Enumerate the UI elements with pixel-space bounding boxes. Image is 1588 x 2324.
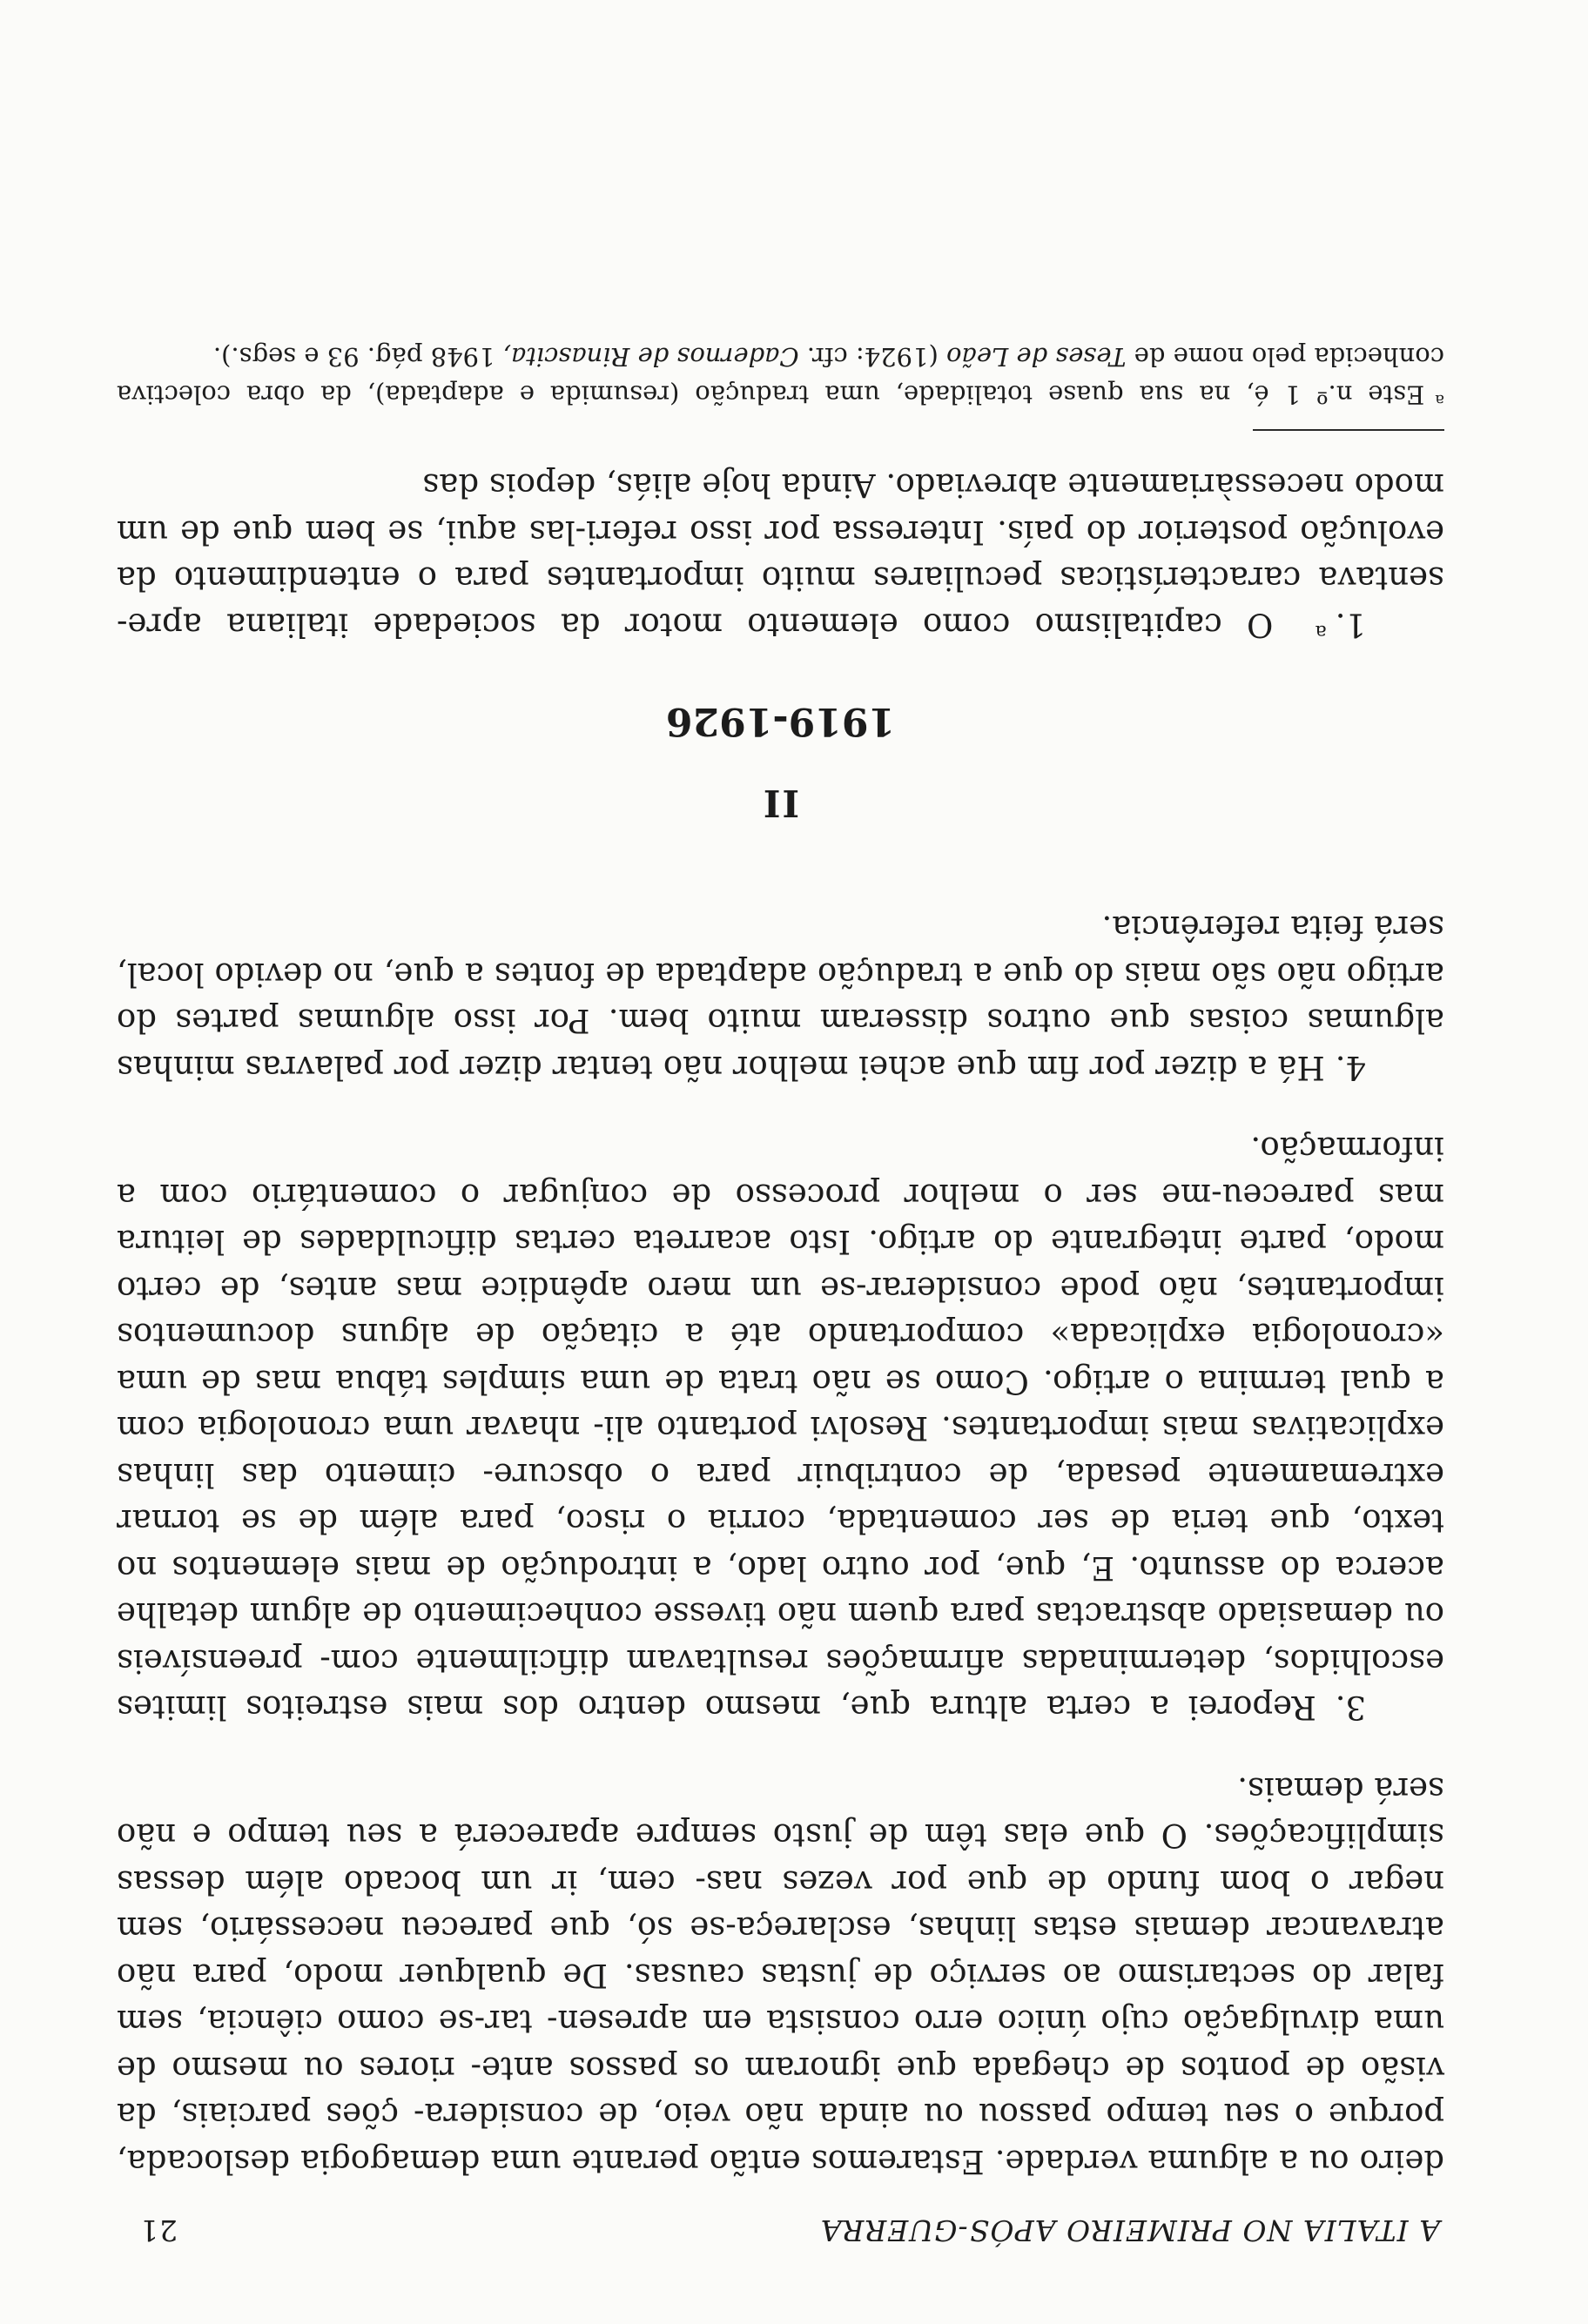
footnote	[117, 338, 1444, 419]
section-number: II	[761, 782, 800, 824]
paragraph-3	[117, 1125, 1444, 1731]
text-line: 4. Há a dizer por fim que achei melhor não tentar dizer por palavras	[245, 1049, 1366, 1086]
footnote-italic-title: Teses de Leão	[946, 342, 1127, 373]
text-line: preensíveis ou demasiado abstractas para quem não tivesse conhecimento	[117, 1595, 1444, 1680]
text-line: um mero apêndice mas antes, de certo modo, parte integrante do artigo.	[117, 1223, 1444, 1307]
paragraph-marker: 1.	[1335, 606, 1366, 644]
footnote-marker: a	[1435, 390, 1444, 409]
text-line: para além de se tornar extremamente pesada, de contribuir para o obscure-	[117, 1456, 1444, 1541]
text-line: minhas algumas coisas que outros disseram muito bem. Por isso algumas	[117, 1002, 1444, 1086]
running-head	[139, 2213, 1440, 2247]
text-line: da evolução posterior do país. Interessa por isso referi-las aqui, se bem	[116, 513, 1444, 598]
footnote-text: 1948 pág. 93 e segs.).	[212, 342, 503, 373]
page-number: 21	[139, 2213, 178, 2247]
text-line: que de um modo necessàriamente abreviado. Ainda hoje aliás, depois das	[117, 467, 1444, 551]
text-line: de algum detalhe acerca do assunto. E, que, por outro lado, a introdução	[116, 1549, 1444, 1634]
text-line: riores ou mesmo de uma divulgação cujo único erro consista em apresen-	[116, 2003, 1444, 2087]
text-line: deiro ou a alguma verdade. Estaremos então perante uma demagogia	[300, 2143, 1444, 2180]
text-line: cem, ir um bocado além dessas simplificações. O que elas têm de justo	[117, 1817, 1444, 1901]
text-line: ções parciais, da visão de pontos de chegada que ignoram os passos ante-	[116, 2050, 1444, 2134]
text-line: só, que pareceu necessário, sem negar o bom fundo de que por vezes nas-	[117, 1864, 1444, 1948]
paragraph-4	[117, 904, 1444, 1091]
body-text	[117, 338, 1444, 2185]
text-line: que, no devido local, será feita referência.	[116, 909, 1444, 993]
text-line: de uma simples tábua mas de uma «cronologia explicada» comportando	[117, 1316, 1444, 1400]
footnote-text: (1924: cfr.	[798, 342, 947, 373]
text-line: até a citação de alguns documentos importantes, não pode considerar-se	[117, 1270, 1444, 1354]
text-line: Isto acarreta certas dificuldades de leitura mas pareceu-me ser o melhor	[116, 1177, 1444, 1261]
running-head-title: A ITALIA NO PRIMEIRO APÓS-GUERRA	[819, 2213, 1440, 2247]
text-line: tar-se como ciência, sem falar do sectarismo ao serviço de justas causas.	[117, 1957, 1444, 2041]
footnote-reference: a	[1315, 621, 1327, 642]
paragraph-continuation	[117, 1766, 1444, 2186]
text-line: sentava características peculiares muito importantes para o entendimento	[173, 560, 1444, 598]
text-line: de mais elementos no texto, que teria de ser comentada, corria o risco,	[117, 1502, 1444, 1587]
footnote-italic-title: Cadernos de Rinascita,	[502, 342, 799, 373]
text-line: nhavar uma cronologia com a qual termina o artigo. Como se não trata	[117, 1363, 1444, 1447]
text-line: De qualquer modo, para não atravancar demais estas linhas, esclareça-se	[117, 1910, 1444, 1994]
text-line: partes do artigo não são mais do que a tradução adaptada de fontes a	[116, 956, 1444, 1040]
text-line: sempre aparecerá a seu tempo e não será demais.	[116, 1770, 1444, 1855]
paragraph-5	[117, 462, 1444, 655]
text-line: limites escolhidos, determinadas afirmações resultavam dificilmente com-	[116, 1642, 1444, 1727]
text-line: 3. Reporei a certa altura que, mesmo dentro dos mais estreitos	[246, 1689, 1366, 1727]
text-line: processo de conjugar o comentário com a informação.	[116, 1130, 1444, 1214]
text-line: O capitalismo como elemento motor da sociedade italiana apre-	[116, 606, 1274, 644]
section-title: 1919-1926	[665, 699, 896, 744]
footnote-text: Este n.º 1 é, na sua quase totalidade, uma tradução (resumida e adaptada), da obra colectiva conhecida pelo nome de	[117, 342, 1444, 410]
text-line: cimento das linhas explicativas mais importantes. Resolvi portanto ali-	[117, 1409, 1444, 1494]
text-line: deslocada, porque o seu tempo passou ou ainda não veio, de considera-	[116, 2096, 1444, 2180]
footnote-divider	[1253, 429, 1444, 431]
